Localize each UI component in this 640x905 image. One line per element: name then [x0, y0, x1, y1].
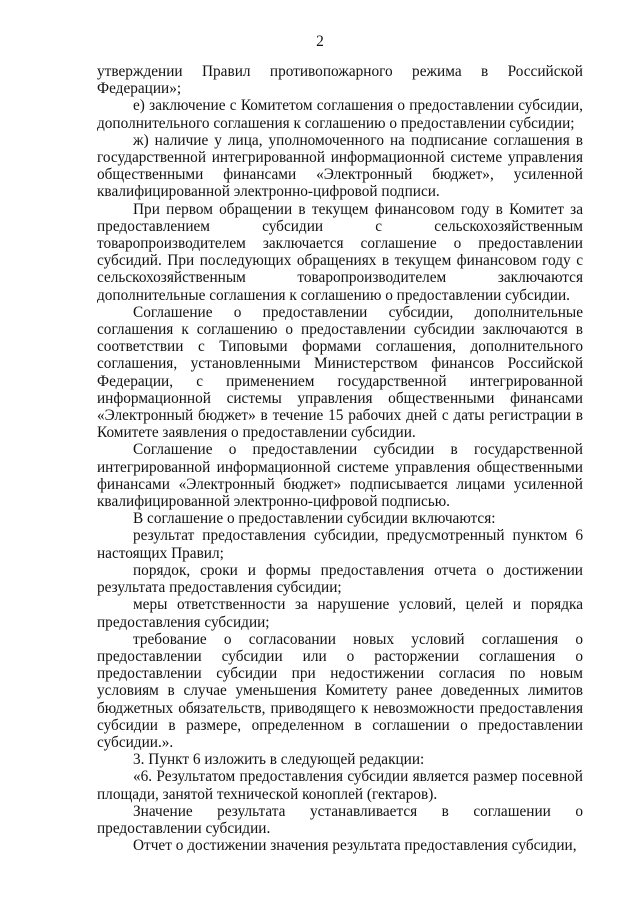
paragraph: Отчет о достижении значения результата предоставления субсидии, [133, 837, 577, 855]
document-body [97, 63, 583, 854]
paragraph: Соглашение о предоставлении субсидии в государственной интегрированной информационной системе управления общественными финансами «Электронный бюджет» подписывается лицами усиленной квалифицированной электронно-цифровой подписью. [97, 441, 583, 511]
paragraph: результат предоставления субсидии, предусмотренный пунктом 6 настоящих Правил; [97, 527, 583, 562]
paragraph: В соглашение о предоставлении субсидии включаются: [133, 510, 496, 528]
paragraph: утверждении Правил противопожарного режима в Российской Федерации»; [97, 63, 583, 98]
paragraph: меры ответственности за нарушение условий, целей и порядка предоставления субсидии; [97, 596, 583, 631]
paragraph: е) заключение с Комитетом соглашения о предоставлении субсидии, дополнительного соглашения к соглашению о предоставлении субсидии; [97, 97, 583, 132]
paragraph: Соглашение о предоставлении субсидии, дополнительные соглашения к соглашению о предоставлении субсидии заключаются в соответствии с Типовыми формами соглашения, дополнительного соглашения, установленными Министерством финансов Российской Федерации, с применением государственной интегрированной информационной системы управления общественными финансами «Электронный бюджет» в течение 15 рабочих дней с даты регистрации в Комитете заявления о предоставлении субсидии. [97, 303, 583, 442]
paragraph: Значение результата устанавливается в соглашении о предоставлении субсидии. [97, 802, 583, 837]
paragraph: порядок, сроки и формы предоставления отчета о достижении результата предоставления субсидии; [97, 561, 583, 597]
page-number: 2 [316, 33, 324, 50]
paragraph: ж) наличие у лица, уполномоченного на подписание соглашения в государственной интегрированной информационной системе управления общественными финансами «Электронный бюджет», усиленной квалифицированной электронно-цифровой подписи. [97, 131, 583, 201]
paragraph: требование о согласовании новых условий соглашения о предоставлении субсидии или о расторжении соглашения о предоставлении субсидии при недостижении согласия по новым условиям в случае уменьшения Комитету ранее доведенных лимитов бюджетных обязательств, приводящего к невозможности предоставления субсидии в размере, определенном в соглашении о предоставлении субсидии.». [97, 630, 583, 751]
paragraph: «6. Результатом предоставления субсидии является размер посевной площади, занятой технической коноплей (гектаров). [97, 768, 583, 803]
paragraph: 3. Пункт 6 изложить в следующей редакции: [133, 751, 425, 769]
paragraph: При первом обращении в текущем финансовом году в Комитет за предоставлением субсидии с сельскохозяйственным товаропроизводителем заключается соглашение о предоставлении субсидий. При последующих обращениях в текущем финансовом году с сельскохозяйственным товаропроизводителем заключаются дополнительные соглашения к соглашению о предоставлении субсидии. [97, 200, 583, 304]
